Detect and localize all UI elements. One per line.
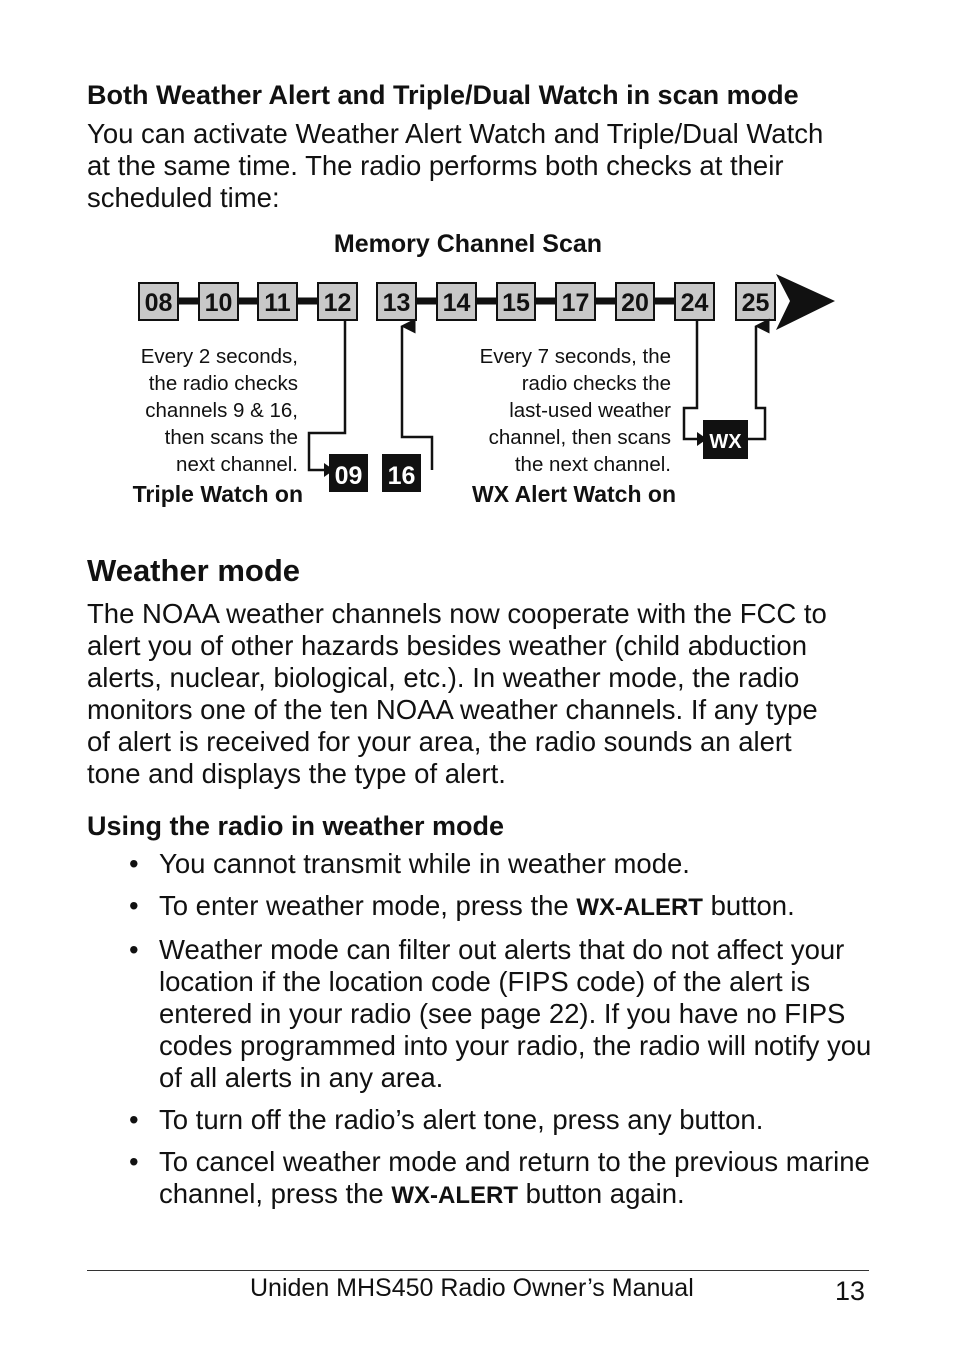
bullet-item	[87, 1146, 877, 1212]
footer-manual-title: Uniden MHS450 Radio Owner’s Manual	[250, 1274, 694, 1302]
channel-box	[556, 283, 595, 320]
wx-alert-watch-label: WX Alert Watch on	[471, 481, 676, 507]
paragraph-line: of alert is received for your area, the radio sounds an alert	[87, 726, 792, 757]
wx-channel-box	[703, 420, 748, 459]
triple-desc-line: Every 2 seconds,	[140, 345, 298, 368]
priority-channel-box	[329, 454, 368, 492]
wx-desc-line: Every 7 seconds, the	[479, 345, 671, 368]
channel-label: 15	[502, 289, 530, 317]
bullet-item	[87, 848, 877, 880]
priority-channel-box	[382, 454, 421, 492]
wx-desc-line: channel, then scans	[488, 426, 671, 449]
bullet-text: You cannot transmit while in weather mode.	[159, 848, 690, 879]
scan-direction-arrow-icon	[776, 274, 835, 330]
channel-box	[616, 283, 654, 320]
wx-desc-line: radio checks the	[521, 372, 671, 395]
channel-box	[199, 283, 238, 320]
memory-channel-scan-diagram	[0, 0, 954, 540]
wx-alert-button-name: WX-ALERT	[576, 894, 703, 921]
intro-line: You can activate Weather Alert Watch and Triple/Dual Watch	[87, 118, 824, 149]
section-heading-combined: Both Weather Alert and Triple/Dual Watch in scan mode	[87, 80, 799, 110]
wx-label: WX	[709, 431, 742, 453]
channel-box	[497, 283, 535, 320]
channel-label: 08	[144, 289, 173, 317]
bullet-text: To enter weather mode, press the	[159, 890, 577, 921]
channel-label: 25	[741, 289, 770, 317]
channel-label: 17	[561, 289, 590, 317]
diagram-title: Memory Channel Scan	[333, 230, 603, 258]
triple-desc-line: next channel.	[176, 453, 298, 476]
paragraph-line: tone and displays the type of alert.	[87, 758, 506, 789]
triple-desc-line: channels 9 & 16,	[145, 399, 298, 422]
bullet-item	[87, 890, 877, 924]
channel-label: 14	[442, 289, 471, 317]
page-number: 13	[835, 1276, 866, 1306]
priority-channel-label: 09	[334, 462, 363, 490]
channel-box	[258, 283, 297, 320]
paragraph-line: alerts, nuclear, biological, etc.). In weather mode, the radio	[87, 662, 800, 693]
wx-desc-line: the next channel.	[514, 453, 671, 476]
bullet-text: Weather mode can filter out alerts that do not affect your location if the location code (FIPS code) of the alert is entered in your radio (see page 22). If you have no FIPS codes programmed into your radio, the radio will notify you of all alerts in any area.	[159, 934, 872, 1093]
weather-mode-paragraph	[87, 598, 877, 790]
wx-desc-line: last-used weather	[509, 399, 671, 422]
paragraph-line: monitors one of the ten NOAA weather channels. If any type	[87, 694, 818, 725]
channel-box	[437, 283, 476, 320]
channel-label: 12	[323, 289, 352, 317]
priority-channel-label: 16	[387, 462, 416, 490]
channel-box	[377, 283, 416, 320]
intro-line: at the same time. The radio performs both checks at their	[87, 150, 784, 181]
channel-label: 24	[680, 289, 709, 317]
bullet-text: To cancel weather mode and return to the previous marine channel, press the	[159, 1146, 870, 1209]
channel-label: 10	[204, 289, 233, 317]
bullet-text: To turn off the radio’s alert tone, press any button.	[159, 1104, 764, 1135]
bullet-item	[87, 934, 877, 1094]
channel-box	[736, 283, 775, 320]
weather-mode-bullet-list	[87, 848, 877, 1222]
weather-mode-heading: Weather mode	[87, 553, 301, 588]
channel-label: 11	[264, 289, 291, 317]
triple-watch-path	[309, 321, 432, 470]
footer-divider	[87, 1270, 869, 1271]
intro-line: scheduled time:	[87, 182, 280, 213]
bullet-text: button.	[702, 890, 795, 921]
channel-label: 13	[382, 289, 411, 317]
using-weather-mode-heading: Using the radio in weather mode	[87, 811, 505, 841]
triple-desc-line: the radio checks	[148, 372, 298, 395]
bullet-text: button again.	[518, 1178, 685, 1209]
paragraph-line: alert you of other hazards besides weather (child abduction	[87, 630, 808, 661]
channel-label: 20	[621, 289, 649, 317]
paragraph-line: The NOAA weather channels now cooperate with the FCC to	[87, 598, 827, 629]
triple-desc-line: then scans the	[164, 426, 298, 449]
channel-boxes	[139, 283, 775, 320]
channel-box	[139, 283, 178, 320]
channel-box	[675, 283, 714, 320]
channel-box	[318, 283, 357, 320]
wx-alert-button-name: WX-ALERT	[391, 1182, 519, 1209]
triple-watch-label: Triple Watch on	[132, 481, 303, 507]
bullet-item	[87, 1104, 877, 1136]
